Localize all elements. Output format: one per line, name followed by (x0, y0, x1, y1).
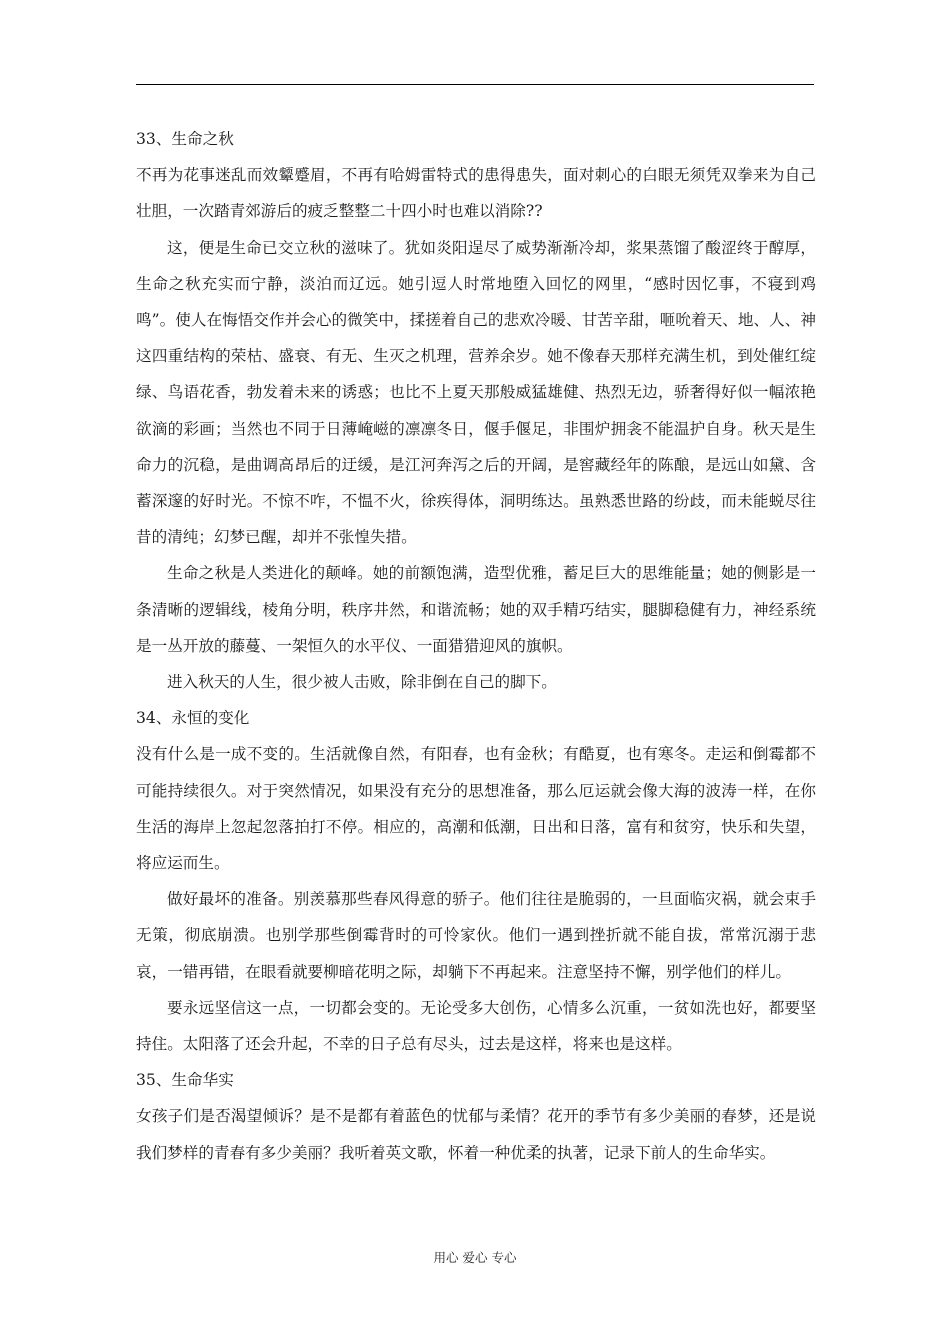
page-footer: 用心 爱心 专心 (433, 1250, 517, 1265)
section-heading: 34、永恒的变化 (136, 709, 250, 728)
paragraph: 没有什么是一成不变的。生活就像自然，有阳春，也有金秋；有酷夏，也有寒冬。走运和倒霉都不可能持续很久。对于突然情况，如果没有充分的思想准备，那么厄运就会像大海的波涛一样，在你生活的海岸上忽起忽落拍打不停。相应的，高潮和低潮，日出和日落，富有和贫穷，快乐和失望，将应运而生。 (136, 745, 816, 873)
section-heading: 33、生命之秋 (136, 130, 234, 148)
paragraph: 生命之秋是人类进化的颠峰。她的前额饱满，造型优雅，蓄足巨大的思维能量；她的侧影是一条清晰的逻辑线，棱角分明，秩序井然，和谐流畅；她的双手精巧结实，腿脚稳健有力，神经系统是一丛开放的藤蔓、一架恒久的水平仪、一面猎猎迎风的旗帜。 (136, 564, 816, 655)
header-rule (136, 84, 814, 85)
paragraph: 女孩子们是否渴望倾诉？是不是都有着蓝色的忧郁与柔情？花开的季节有多少美丽的春梦，还是说我们梦样的青春有多少美丽？我听着英文歌，怀着一种优柔的执著，记录下前人的生命华实。 (136, 1107, 816, 1162)
paragraph: 要永远坚信这一点，一切都会变的。无论受多大创伤，心情多么沉重，一贫如洗也好，都要坚持住。太阳落了还会升起，不幸的日子总有尽头，过去是这样，将来也是这样。 (136, 998, 816, 1054)
section-heading: 35、生命华实 (136, 1071, 234, 1090)
paragraph: 做好最坏的准备。别羡慕那些春风得意的骄子。他们往往是脆弱的，一旦面临灾祸，就会束手无策，彻底崩溃。也别学那些倒霉背时的可怜家伙。他们一遇到挫折就不能自拔，常常沉溺于悲哀，一错再错，在眼看就要柳暗花明之际，却躺下不再起来。注意坚持不懈，别学他们的样儿。 (136, 890, 816, 981)
document-body (136, 121, 816, 1171)
paragraph: 不再为花事迷乱而效颦蹙眉，不再有哈姆雷特式的患得患失，面对刺心的白眼无须凭双拳来为自己壮胆，一次踏青郊游后的疲乏整整二十四小时也难以消除?? (136, 166, 816, 221)
paragraph: 这，便是生命已交立秋的滋味了。犹如炎阳逞尽了威势渐渐冷却，浆果蒸馏了酸涩终于醇厚，生命之秋充实而宁静，淡泊而辽远。她引逗人时常地堕入回忆的网里，“感时因忆事，不寝到鸡鸣”。使人在悔悟交作并会心的微笑中，揉搓着自己的悲欢冷暖、甘苦辛甜，咂吮着天、地、人、神这四重结构的荣枯、盛衰、有无、生灭之机理，营养余岁。她不像春天那样充满生机，到处催红绽绿、鸟语花香，勃发着未来的诱惑；也比不上夏天那般威猛雄健、热烈无边，骄奢得好似一幅浓艳欲滴的彩画；当然也不同于日薄崦嵫的凛凛冬日，偃手偃足，非围炉拥衾不能温护自身。秋天是生命力的沉稳，是曲调高昂后的迂缓，是江河奔泻之后的开阔，是窖藏经年的陈酿，是远山如黛、含蓄深邃的好时光。不惊不咋，不愠不火，徐疾得体，洞明练达。虽熟悉世路的纷歧，而未能蜕尽往昔的清纯；幻梦已醒，却并不张惶失措。 (136, 238, 816, 547)
paragraph: 进入秋天的人生，很少被人击败，除非倒在自己的脚下。 (167, 673, 557, 692)
